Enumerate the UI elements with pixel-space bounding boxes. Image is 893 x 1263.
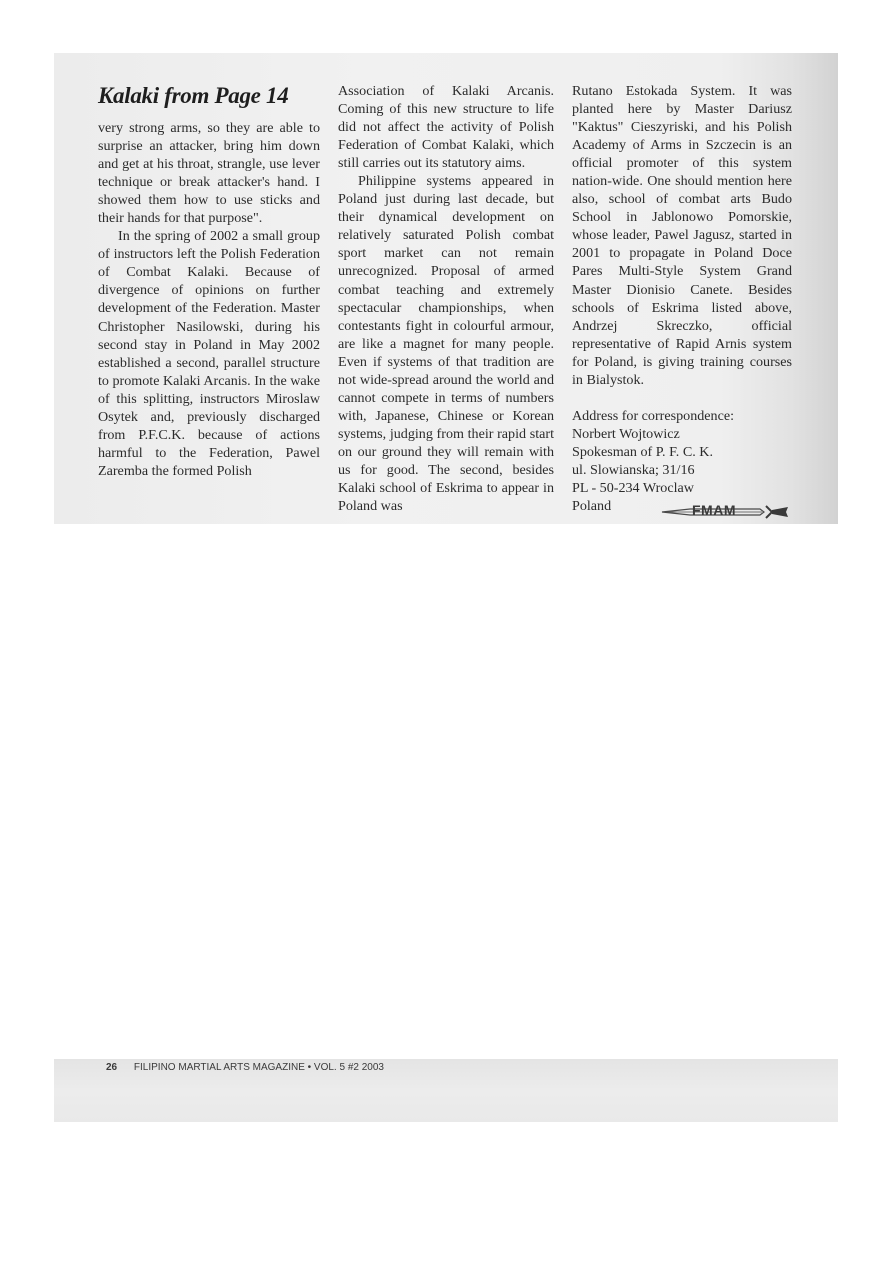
address-line: Poland (572, 498, 612, 515)
paragraph: Philippine systems appeared in Poland just during last decade, but their dynamical development on relatively saturated Polish combat sport market can not remain unrecognized. Proposal of armed combat teaching and extremely spectacular championships, when contestants fight in colourful armour, are like a magnet for many people. Even if systems of that tradition are not wide-spread around the world and cannot compete in terms of numbers with, Japanese, Chinese or Korean systems, judging from their rapid start on our ground they will remain with us for good. The second, besides Kalaki school of Eskrima to appear in Poland was (338, 173, 554, 515)
correspondence-address (572, 407, 792, 515)
fmam-logo (660, 500, 790, 522)
page-number: 26 (106, 1062, 118, 1073)
paragraph: In the spring of 2002 a small group of instructors left the Polish Federation of Combat Kalaki. Because of divergence of opinions on further development of the Federation. Master Christopher Nasilowski, during his second stay in Poland in May 2002 established a second, parallel structure to promote Kalaki Arcanis. In the wake of this splitting, instructors Miroslaw Osytek and, previously discharged from P.F.C.K. because of actions harmful to the Federation, Pawel Zaremba the formed Polish (98, 228, 320, 479)
article-heading: Kalaki from Page 14 (98, 83, 289, 108)
address-line: ul. Slowianska; 31/16 (572, 461, 695, 478)
paragraph: Association of Kalaki Arcanis. Coming of this new structure to life did not affect the activity of Polish Federation of Combat Kalaki, which still carries out its statutory aims. (338, 83, 554, 172)
paragraph: very strong arms, so they are able to surprise an attacker, bring him down and get at his throat, strangle, use lever technique or break attacker's hand. I showed them how to use sticks and their hands for that purpose". (98, 120, 320, 227)
address-line: Norbert Wojtowicz (572, 425, 680, 442)
article-scan (54, 53, 838, 524)
address-line: Spokesman of P. F. C. K. (572, 443, 713, 460)
publication-info: FILIPINO MARTIAL ARTS MAGAZINE • VOL. 5 #2 2003 (133, 1062, 384, 1073)
footer-scan (54, 1059, 838, 1122)
address-line: Address for correspondence: (572, 407, 735, 424)
address-line: PL - 50-234 Wroclaw (572, 479, 694, 496)
column-2 (338, 82, 554, 515)
column-3 (572, 82, 792, 515)
paragraph: Rutano Estokada System. It was planted here by Master Dariusz "Kaktus" Cieszyriski, and his Polish Academy of Arms in Szczecin is an official promoter of this system nation-wide. One should mention here also, school of combat arts Budo School in Jablonowo Pomorskie, whose leader, Pawel Jagusz, started in 2001 to propagate in Poland Doce Pares Multi-Style System Grand Master Dionisio Canete. Besides schools of Eskrima listed above, Andrzej Skreczko, official representative of Rapid Arnis system for Poland, is giving training courses in Bialystok. (572, 83, 792, 388)
page-footer (106, 1062, 384, 1073)
logo-text: FMAM (692, 502, 736, 518)
column-1 (98, 119, 320, 480)
